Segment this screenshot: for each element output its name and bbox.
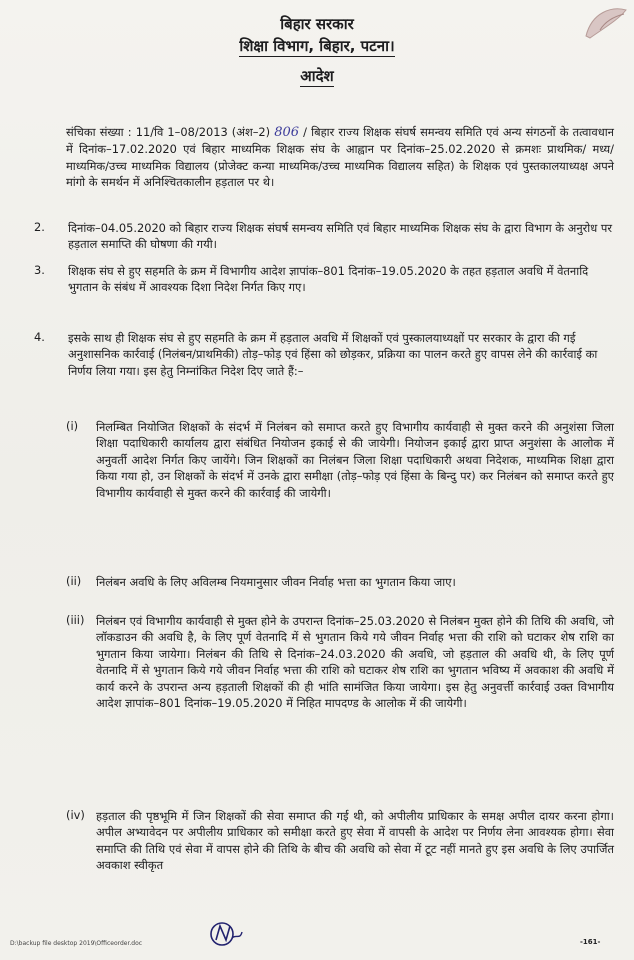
page-number: -161- bbox=[580, 938, 601, 946]
subitem-label: (ii) bbox=[66, 574, 82, 588]
paragraph-4: इसके साथ ही शिक्षक संघ से हुए सहमति के क्रम में हड़ताल अवधि में शिक्षकों एवं पुस्कालयाध्यक्षों पर सरकार के द्वारा की गई अनुशासनिक कार्रवाई (निलंबन/प्राथमिकी) तोड़–फोड़ एवं हिंसा को छोड़कर, प्रक्रिया का पालन करते हुए वापस लेने की कार्रवाई का निर्णय लिया गया। इस हेतु निम्नांकित निदेश दिए जाते हैं:– bbox=[68, 331, 598, 378]
paragraph-2: दिनांक–04.05.2020 को बिहार राज्य शिक्षक संघर्ष समन्वय समिति एवं बिहार माध्यमिक शिक्षक संघ के द्वारा विभाग के अनुरोध पर हड़ताल समाप्ति की घोषणा की गयी। bbox=[68, 221, 613, 252]
subitem-iv: हड़ताल की पृष्ठभूमि में जिन शिक्षकों की सेवा समाप्त की गई थी, को अपीलीय प्राधिकार के समक्ष अपील दायर करना होगा। अपील अभ्यावेदन पर अपीलीय प्राधिकार को समीक्षा करते हुए सेवा में वापसी के आदेश पर निर्णय लेना आवश्यक होगा। सेवा समाप्ति की तिथि एवं सेवा में वापस होने की तिथि के बीच की अवधि को सेवा में टूट नहीं मानते हुए इस अवधि के लिए उपार्जित अवकाश स्वीकृत bbox=[96, 809, 614, 873]
subitem-i: निलम्बित नियोजित शिक्षकों के संदर्भ में निलंबन को समाप्त करते हुए विभागीय कार्यवाही से मुक्त करने की अनुशंसा जिला शिक्षा पदाधिकारी कार्यालय द्वारा संबंधित नियोजन इकाई से की जायेगी। नियोजन इकाई द्वारा प्राप्त अनुशंसा के आलोक में अनुवर्ती आदेश निर्गत किए जायेंगे। जिन शिक्षकों का निलंबन जिला शिक्षा पदाधिकारी अथवा निदेशक, माध्यमिक शिक्षा द्वारा किया गया हो, उन शिक्षकों के संदर्भ में उनके द्वारा समीक्षा (तोड़–फोड़ एवं हिंसा के बिन्दु पर) कर निलंबन को समाप्त करते हुए विभागीय कार्यवाही से मुक्त करने की कार्रवाई की जायेगी। bbox=[96, 420, 614, 500]
file-path-footer: D:\backup file desktop 2019\Officeorder.doc bbox=[10, 940, 143, 947]
subitem-label: (i) bbox=[66, 419, 79, 433]
subitem-label: (iii) bbox=[66, 613, 85, 627]
government-title: बिहार सरकार bbox=[280, 15, 354, 33]
subitem-ii: निलंबन अवधि के लिए अविलम्ब नियमानुसार जीवन निर्वाह भत्ता का भुगतान किया जाए। bbox=[96, 575, 456, 589]
department-title: शिक्षा विभाग, बिहार, पटना। bbox=[239, 37, 395, 55]
intro-text: / बिहार राज्य शिक्षक संघर्ष समन्वय समिति एवं अन्य संगठनों के तत्वावधान में दिनांक–17.02.2020 एवं बिहार माध्यमिक शिक्षक संघ के आह्वान पर दिनांक–25.02.2020 से क्रमशः प्राथमिक/ मध्य/माध्यमिक/उच्च माध्यमिक विद्यालय (प्रोजेक्ट कन्या माध्यमिक/उच्च माध्यमिक विद्यालय सहित) के शिक्षक एवं पुस्तकालयाध्यक्ष अपने मांगो के समर्थन में अनिश्चितकालीन हड़ताल पर थे। bbox=[66, 125, 614, 190]
handwritten-number: 806 bbox=[274, 125, 300, 140]
subitem-iii: निलंबन एवं विभागीय कार्यवाही से मुक्त होने के उपरान्त दिनांक–25.03.2020 से निलंबन मुक्त होने की तिथि की अवधि, जो लॉकडाउन की अवधि है, के लिए पूर्ण वेतनादि में से भुगतान किये गये जीवन निर्वाह भत्ता की राशि को घटाकर शेष राशि का भुगतान किया जायेगा। निलंबन की तिथि से दिनांक–24.03.2020 की अवधि, जो हड़ताल की अवधि थी, के लिए पूर्ण वेतनादि में से भुगतान किये गये जीवन निर्वाह भत्ता की राशि को घटाकर शेष राशि का भुगतान भविष्य में अवकाश की अवधि में कार्य करने के उपरान्त अन्य हड़ताली शिक्षकों की ही भांति सामंजित किया जायेगा। इस हेतु अनुवर्त्ती कार्रवाई उक्त विभागीय आदेश ज्ञापांक–801 दिनांक–19.05.2020 में निहित मापदण्ड के आलोक में की जायेगी। bbox=[96, 614, 614, 711]
paragraph-number: 4. bbox=[34, 330, 45, 344]
paragraph-3: शिक्षक संघ से हुए सहमति के क्रम में विभागीय आदेश ज्ञापांक–801 दिनांक–19.05.2020 के तहत हड़ताल अवधि में वेतनादि भुगतान के संबंध में आवश्यक दिशा निदेश निर्गत किए गए। bbox=[68, 264, 589, 295]
handwritten-initials bbox=[208, 918, 244, 950]
paragraph-number: 2. bbox=[34, 220, 45, 234]
order-heading: आदेश bbox=[300, 67, 334, 85]
file-reference: संचिका संख्या : 11/वि 1–08/2013 (अंश–2) bbox=[66, 125, 271, 139]
subitem-label: (iv) bbox=[66, 808, 85, 822]
intro-paragraph bbox=[66, 124, 614, 191]
paragraph-number: 3. bbox=[34, 263, 45, 277]
